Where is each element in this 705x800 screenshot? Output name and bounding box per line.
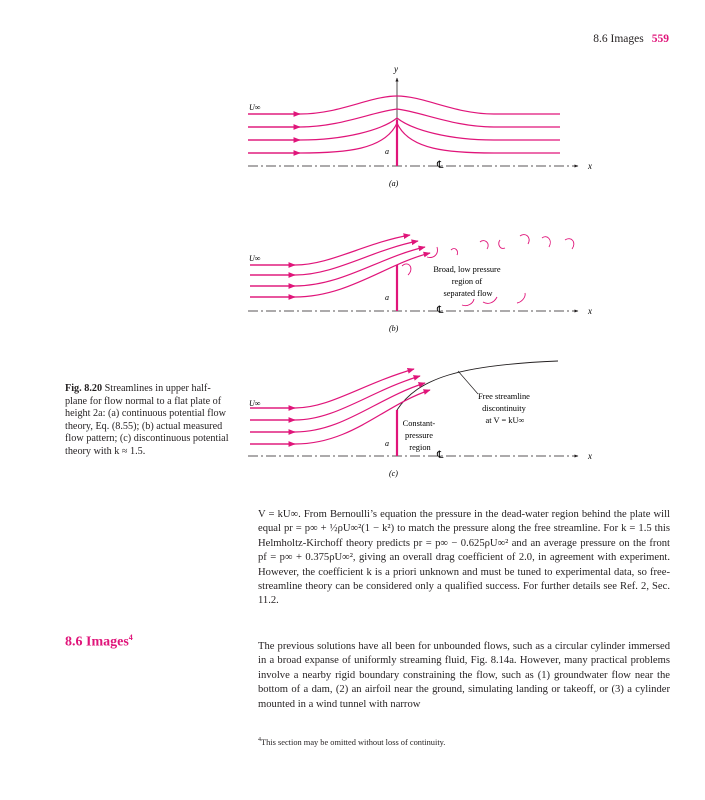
panel-b-u-label: U∞ — [249, 254, 261, 263]
caption-text: Streamlines in upper half-plane for flow normal to a flat plate of height 2a: (a) continuous potential flow theory, Eq. (8.55); (b) actual measured flow pattern; (c) discontinuous potential theory with k ≈ 1.5. — [65, 383, 229, 457]
panel-a-x-label: x — [588, 161, 592, 171]
footnote-text: This section may be omitted without loss of continuity. — [261, 737, 446, 747]
section-heading — [65, 633, 133, 651]
panel-a-label: (a) — [389, 179, 399, 188]
section-heading-text: 8.6 Images — [65, 634, 129, 650]
footnote-mark: 4 — [258, 737, 261, 743]
panel-c-u-label: U∞ — [249, 399, 261, 408]
panel-c-label: (c) — [389, 469, 398, 478]
panel-c-streamline — [250, 369, 414, 408]
panel-a-a-label: a — [385, 147, 389, 156]
panel-c — [248, 361, 592, 478]
running-head-section: 8.6 Images — [593, 33, 644, 45]
panel-b-eddy — [427, 247, 437, 257]
panel-b-a-label: a — [385, 293, 389, 302]
panel-c-streamline — [250, 390, 430, 444]
panel-b-x-label: x — [588, 306, 592, 316]
panel-c-free-streamline — [397, 361, 558, 410]
panel-b-eddy — [480, 241, 488, 249]
panel-b-streamline — [250, 247, 425, 286]
section-heading-note: 4 — [128, 633, 133, 642]
panel-c-const-annotation: Constant- pressure region — [402, 419, 436, 452]
panel-b-eddy — [402, 264, 411, 275]
panel-a-centerline: ℄ — [437, 160, 444, 171]
panel-b-eddy — [520, 235, 529, 244]
panel-c-a-label: a — [385, 439, 389, 448]
figure-caption — [65, 383, 230, 459]
panel-a-streamline — [248, 109, 560, 127]
panel-b — [248, 235, 592, 333]
panel-b-eddy — [499, 240, 505, 248]
panel-b-eddy — [517, 293, 525, 303]
panel-b-eddy — [542, 237, 550, 247]
panel-a-u-label: U∞ — [249, 103, 261, 112]
panel-b-annotation: Broad, low pressure region of separated flow — [433, 265, 501, 298]
panel-b-eddy — [462, 299, 474, 306]
panel-a-streamline — [248, 118, 560, 140]
panel-a-streamline — [248, 96, 560, 114]
panel-c-free-leader — [458, 371, 478, 394]
panel-c-free-annotation: Free streamline discontinuity at V = kU∞ — [478, 392, 530, 425]
panel-b-eddy — [451, 249, 458, 255]
panel-b-eddy — [565, 239, 574, 249]
panel-a — [248, 64, 592, 188]
body-paragraph-1: V = kU∞. From Bernoulli’s equation the pressure in the dead-water region behind the plate will equal pr = p∞ + ½ρU∞²(1 − k²) to match the pressure along the free streamline. For k = 1.5 this Helmholtz-Kirchoff theory predicts pr = p∞ − 0.625ρU∞² and an average pressure on the front pf = p∞ + 0.375ρU∞², giving an overall drag coefficient of 2.0, in agreement with experiment. However, the coefficient k is a priori unknown and must be tuned to experimental data, so free-streamline theory can be considered only a qualified success. For further details see Ref. 2, Sec. 11.2. — [258, 509, 670, 607]
page-number: 559 — [651, 33, 669, 45]
panel-b-label: (b) — [389, 324, 399, 333]
panel-b-centerline: ℄ — [437, 305, 444, 316]
footnote — [258, 737, 445, 747]
panel-c-centerline: ℄ — [437, 450, 444, 461]
panel-a-y-label: y — [394, 64, 398, 74]
panel-c-streamline — [250, 376, 420, 420]
body-paragraph-2: The previous solutions have all been for unbounded flows, such as a circular cylinder immersed in a broad expanse of uniformly streaming fluid, Fig. 8.14a. However, many practical problems involve a nearby rigid boundary constraining the flow, such as (1) groundwater flow near the bottom of a dam, (2) an airfoil near the ground, simulating landing or takeoff, or (3) a cylinder mounted in a wind tunnel with narrow — [258, 641, 670, 710]
caption-label: Fig. 8.20 — [65, 383, 103, 394]
panel-c-x-label: x — [588, 451, 592, 461]
